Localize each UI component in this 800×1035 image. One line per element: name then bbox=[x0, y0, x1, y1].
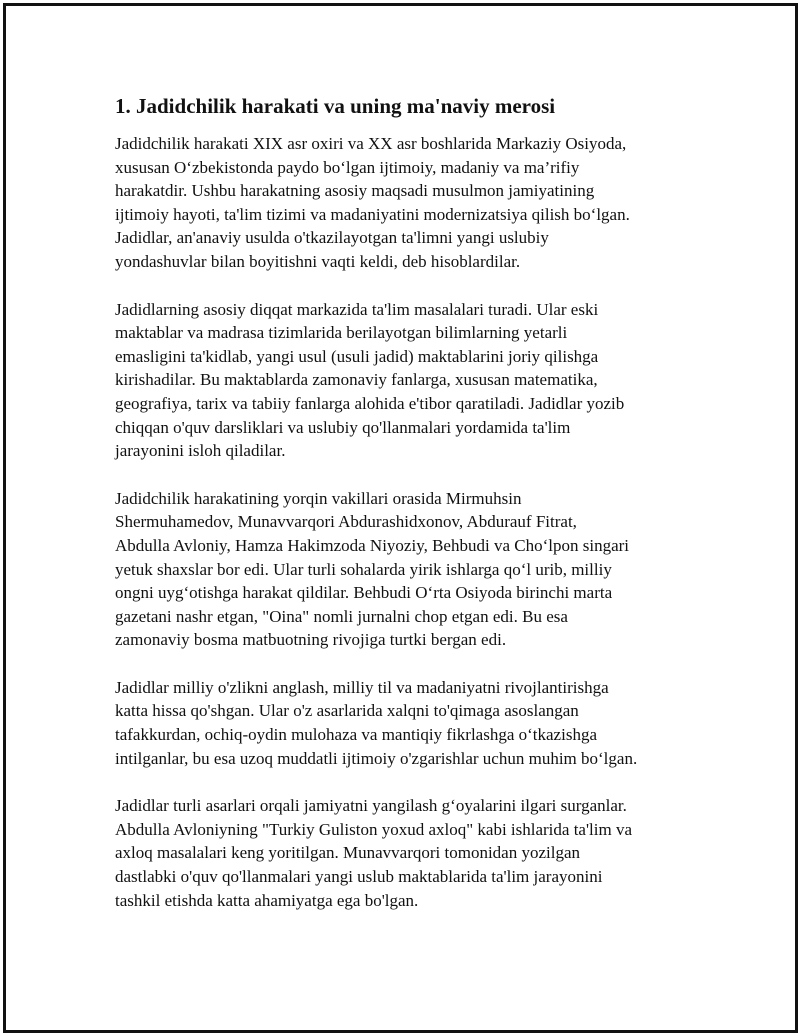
paragraph-line: Jadidlar turli asarlari orqali jamiyatni yangilash g‘oyalarini ilgari surganlar. bbox=[115, 796, 627, 816]
body-paragraph bbox=[115, 487, 695, 652]
paragraph-line: dastlabki o'quv qo'llanmalari yangi uslub maktablarida ta'lim jarayonini bbox=[115, 867, 603, 887]
body-paragraph bbox=[115, 794, 695, 912]
paragraph-line: Abdulla Avloniyning "Turkiy Guliston yoxud axloq" kabi ishlarida ta'lim va bbox=[115, 819, 632, 839]
paragraph-line: chiqqan o'quv darsliklari va uslubiy qo'llanmalari yordamida ta'lim bbox=[115, 417, 571, 437]
paragraph-line: emasligini ta'kidlab, yangi usul (usuli jadid) maktablarini joriy qilishga bbox=[115, 346, 599, 366]
paragraph-line: Jadidlar, an'anaviy usulda o'tkazilayotgan ta'limni yangi uslubiy bbox=[115, 228, 549, 248]
paragraph-line: intilganlar, bu esa uzoq muddatli ijtimoiy o'zgarishlar uchun muhim bo‘lgan. bbox=[115, 748, 638, 768]
paragraph-line: Jadidchilik harakati XIX asr oxiri va XX asr boshlarida Markaziy Osiyoda, bbox=[115, 134, 627, 153]
paragraph-line: zamonaviy bosma matbuotning rivojiga turtki bergan edi. bbox=[115, 630, 507, 650]
section-heading: 1. Jadidchilik harakati va uning ma'naviy merosi bbox=[115, 94, 556, 118]
body-paragraph bbox=[115, 132, 695, 274]
paragraph-line: xususan O‘zbekistonda paydo bo‘lgan ijtimoiy, madaniy va ma’rifiy bbox=[115, 157, 580, 177]
paragraph-line: Shermuhamedov, Munavvarqori Abdurashidxonov, Abdurauf Fitrat, bbox=[115, 512, 577, 532]
paragraph-line: maktablar va madrasa tizimlarida berilayotgan bilimlarning yetarli bbox=[115, 323, 568, 343]
body-paragraph bbox=[115, 298, 695, 463]
paragraph-line: ongni uyg‘otishga harakat qildilar. Behbudi O‘rta Osiyoda birinchi marta bbox=[115, 583, 613, 603]
paragraph-line: harakatdir. Ushbu harakatning asosiy maqsadi musulmon jamiyatining bbox=[115, 181, 595, 201]
paragraph-list bbox=[115, 132, 695, 912]
paragraph-line: Jadidlar milliy o'zlikni anglash, milliy til va madaniyatni rivojlantirishga bbox=[115, 677, 609, 697]
paragraph-line: tashkil etishda katta ahamiyatga ega bo'lgan. bbox=[115, 890, 419, 910]
paragraph-line: Jadidlarning asosiy diqqat markazida ta'lim masalalari turadi. Ular eski bbox=[115, 299, 599, 319]
paragraph-line: Abdulla Avloniy, Hamza Hakimzoda Niyoziy, Behbudi va Cho‘lpon singari bbox=[115, 535, 629, 555]
paragraph-line: Jadidchilik harakatining yorqin vakillari orasida Mirmuhsin bbox=[115, 488, 522, 508]
body-paragraph bbox=[115, 676, 695, 770]
paragraph-line: ijtimoiy hayoti, ta'lim tizimi va madaniyatini modernizatsiya qilish bo‘lgan. bbox=[115, 204, 630, 224]
paragraph-line: geografiya, tarix va tabiiy fanlarga alohida e'tibor qaratiladi. Jadidlar yozib bbox=[115, 393, 625, 413]
document-body bbox=[115, 92, 695, 936]
paragraph-line: tafakkurdan, ochiq-oydin mulohaza va mantiqiy fikrlashga o‘tkazishga bbox=[115, 725, 597, 745]
paragraph-line: katta hissa qo'shgan. Ular o'z asarlarida xalqni to'qimaga asoslangan bbox=[115, 701, 579, 721]
paragraph-line: yondashuvlar bilan boyitishni vaqti keldi, deb hisoblardilar. bbox=[115, 251, 521, 271]
paragraph-line: gazetani nashr etgan, "Oina" nomli jurnalni chop etgan edi. Bu esa bbox=[115, 606, 568, 626]
paragraph-line: yetuk shaxslar bor edi. Ular turli sohalarda yirik ishlarga qo‘l urib, milliy bbox=[115, 559, 612, 579]
paragraph-line: kirishadilar. Bu maktablarda zamonaviy fanlarga, xususan matematika, bbox=[115, 370, 598, 390]
paragraph-line: jarayonini isloh qiladilar. bbox=[115, 441, 286, 461]
paragraph-line: axloq masalalari keng yoritilgan. Munavvarqori tomonidan yozilgan bbox=[115, 843, 581, 863]
